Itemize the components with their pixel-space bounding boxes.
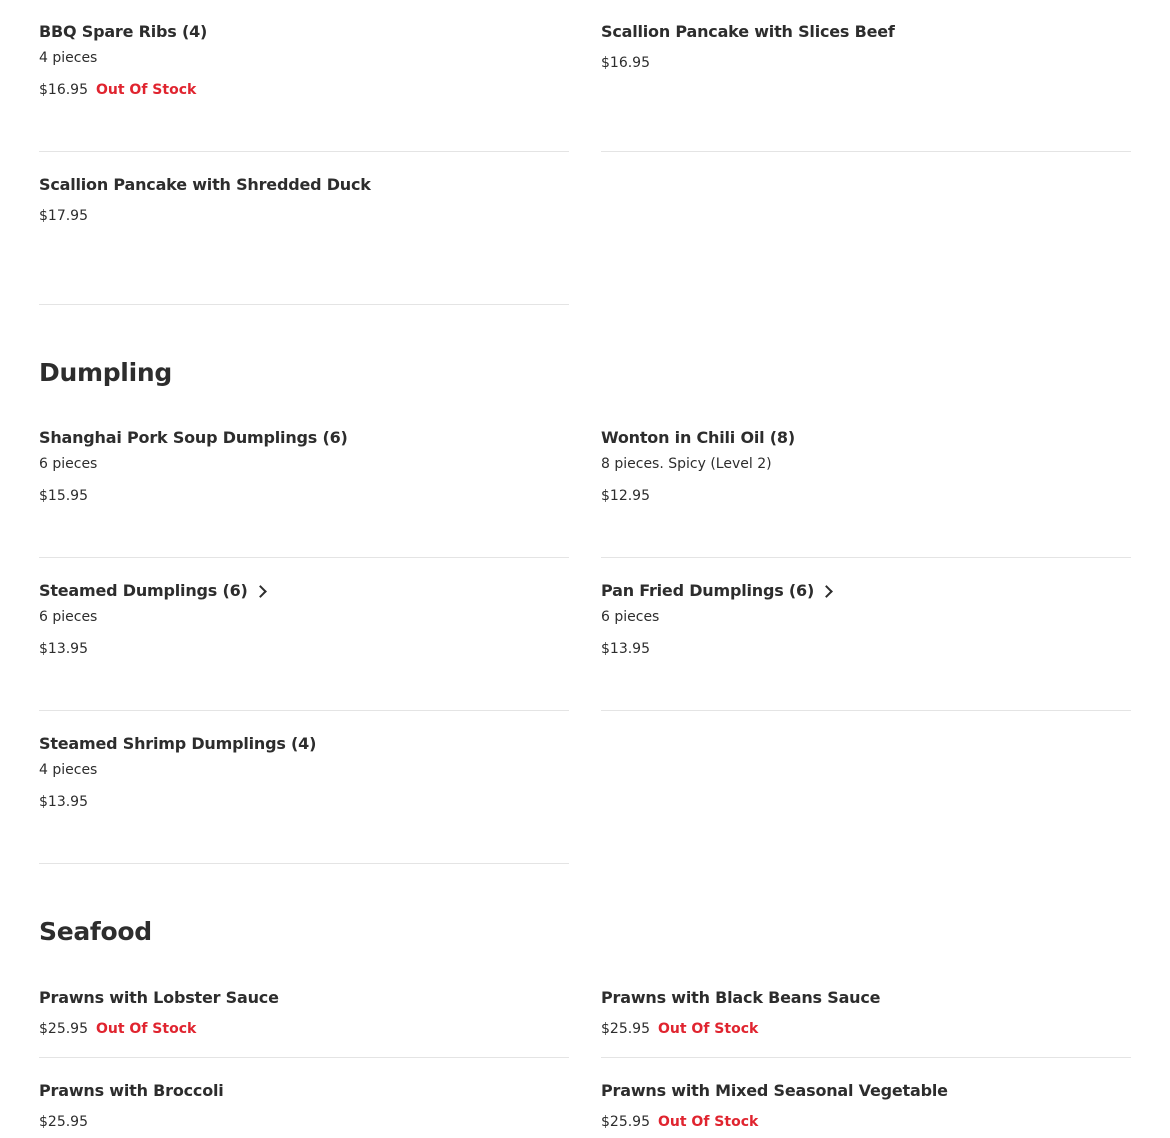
item-price: $13.95 [39,794,88,810]
price-row [39,641,569,657]
price-row [39,208,569,224]
menu-item-shanghai-soup-dumplings[interactable] [39,428,569,504]
out-of-stock-badge: Out Of Stock [96,1021,197,1037]
divider [39,710,569,711]
item-price: $15.95 [39,488,88,504]
out-of-stock-badge: Out Of Stock [658,1021,759,1037]
item-price: $16.95 [39,82,88,98]
item-name: Scallion Pancake with Shredded Duck [39,175,371,194]
menu-item-scallion-pancake-duck[interactable] [39,175,569,224]
item-description: 6 pieces [601,609,660,625]
menu-item-prawns-black-beans[interactable] [601,988,1131,1037]
chevron-right-icon [254,585,267,598]
out-of-stock-badge: Out Of Stock [96,82,197,98]
price-row [39,794,569,810]
item-description: 6 pieces [39,609,98,625]
item-price: $25.95 [39,1021,88,1037]
divider [39,304,569,305]
divider [39,1057,569,1058]
item-price: $17.95 [39,208,88,224]
menu-item-wonton-chili-oil[interactable] [601,428,1131,504]
section-title-dumpling: Dumpling [39,358,172,387]
item-name-row [39,581,569,600]
item-name: Pan Fried Dumplings (6) [601,581,815,600]
item-name: Scallion Pancake with Slices Beef [601,22,895,41]
item-name: Prawns with Lobster Sauce [39,988,279,1007]
divider [601,557,1131,558]
menu-item-prawns-broccoli[interactable] [39,1081,569,1130]
price-row [39,82,569,98]
chevron-right-icon [820,585,833,598]
menu-item-scallion-pancake-beef[interactable] [601,22,1131,71]
menu-item-steamed-shrimp-dumplings[interactable] [39,734,569,810]
price-row [601,641,1131,657]
divider [39,151,569,152]
item-name: Prawns with Mixed Seasonal Vegetable [601,1081,948,1100]
menu-item-bbq-spare-ribs[interactable] [39,22,569,98]
divider [601,710,1131,711]
item-description: 6 pieces [39,456,98,472]
item-name: Wonton in Chili Oil (8) [601,428,795,447]
menu-item-pan-fried-dumplings[interactable] [601,581,1131,657]
item-price: $25.95 [601,1021,650,1037]
item-price: $12.95 [601,488,650,504]
divider [39,557,569,558]
divider [601,151,1131,152]
price-row [601,55,1131,71]
item-description: 8 pieces. Spicy (Level 2) [601,456,772,472]
item-price: $13.95 [39,641,88,657]
price-row [601,488,1131,504]
menu-item-prawns-mixed-vegetable[interactable] [601,1081,1131,1130]
item-price: $13.95 [601,641,650,657]
item-name: Shanghai Pork Soup Dumplings (6) [39,428,348,447]
menu-item-prawns-lobster-sauce[interactable] [39,988,569,1037]
item-price: $25.95 [601,1114,650,1130]
price-row [39,1021,569,1037]
menu-item-steamed-dumplings[interactable] [39,581,569,657]
price-row [601,1021,1131,1037]
price-row [39,488,569,504]
item-name: Prawns with Broccoli [39,1081,224,1100]
price-row [601,1114,1131,1130]
price-row [39,1114,569,1130]
item-description: 4 pieces [39,50,98,66]
item-name-row [601,581,1131,600]
item-name: Prawns with Black Beans Sauce [601,988,881,1007]
section-title-seafood: Seafood [39,917,152,946]
item-price: $16.95 [601,55,650,71]
out-of-stock-badge: Out Of Stock [658,1114,759,1130]
divider [601,1057,1131,1058]
item-name: Steamed Dumplings (6) [39,581,248,600]
item-price: $25.95 [39,1114,88,1130]
item-name: BBQ Spare Ribs (4) [39,22,208,41]
item-description: 4 pieces [39,762,98,778]
divider [39,863,569,864]
item-name: Steamed Shrimp Dumplings (4) [39,734,317,753]
